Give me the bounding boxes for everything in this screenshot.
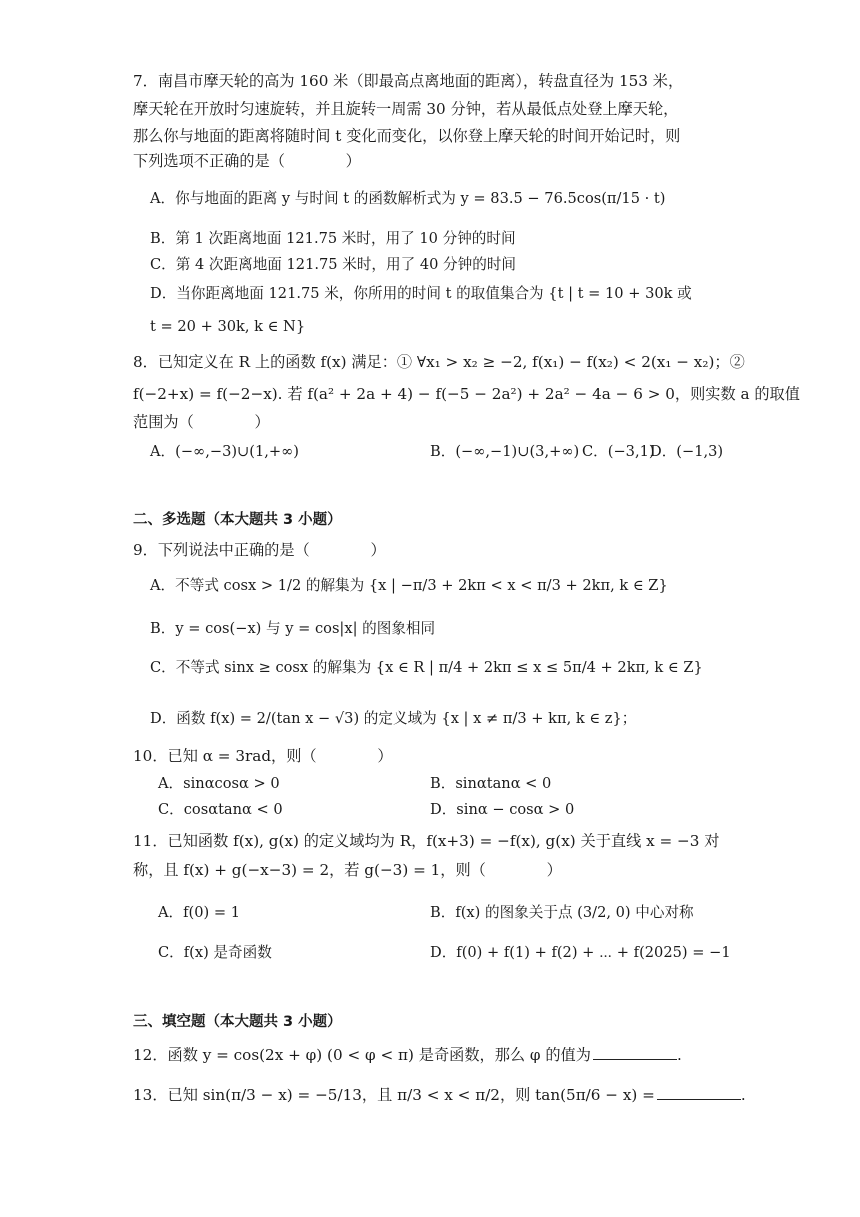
q11-option-d: D．f(0) + f(1) + f(2) + ⋯ + f(2025) = −1	[430, 944, 731, 961]
question-13	[133, 1085, 746, 1104]
q8-line1: 8．已知定义在 R 上的函数 f(x) 满足：① ∀x₁ > x₂ ≥ −2, f(x₁) − f(x₂) < 2(x₁ − x₂)；②	[133, 353, 745, 371]
q7-line2: 摩天轮在开放时匀速旋转，并且旋转一周需 30 分钟，若从最低点处登上摩天轮，	[133, 100, 679, 118]
q7-option-d-cont: t = 20 + 30k, k ∈ N}	[150, 318, 306, 335]
q11-line2: 称，且 f(x) + g(−x−3) = 2，若 g(−3) = 1，则（ ）	[133, 861, 562, 879]
q9-option-a: A．不等式 cosx > 1/2 的解集为 {x | −π/3 + 2kπ < x < π/3 + 2kπ, k ∈ Z}	[150, 577, 668, 594]
q8-option-d: D．(−1,3)	[650, 443, 724, 460]
q8-option-b: B．(−∞,−1)∪(3,+∞)	[430, 443, 580, 460]
q7-line4: 下列选项不正确的是（ ）	[133, 152, 361, 170]
q9-option-d: D．函数 f(x) = 2/(tan x − √3) 的定义域为 {x | x ≠ π/3 + kπ, k ∈ z}；	[150, 710, 637, 727]
q12-period: .	[676, 1046, 682, 1064]
q7-option-d: D．当你距离地面 121.75 米，你所用的时间 t 的取值集合为 {t | t = 10 + 30k 或	[150, 285, 692, 302]
q13-answer-blank	[657, 1085, 741, 1100]
q11-option-a: A．f(0) = 1	[158, 904, 240, 921]
q10-option-a: A．sinαcosα > 0	[158, 775, 280, 792]
q13-period: .	[740, 1086, 746, 1104]
q9-option-c: C．不等式 sinx ≥ cosx 的解集为 {x ∈ R | π/4 + 2kπ ≤ x ≤ 5π/4 + 2kπ, k ∈ Z}	[150, 659, 703, 676]
question-12	[133, 1045, 682, 1064]
q12-answer-blank	[593, 1045, 677, 1060]
q7-option-b: B．第 1 次距离地面 121.75 米时，用了 10 分钟的时间	[150, 230, 516, 247]
q7-line1: 7．南昌市摩天轮的高为 160 米（即最高点离地面的距离），转盘直径为 153 米，	[133, 72, 684, 90]
q8-line2: f(−2+x) = f(−2−x). 若 f(a² + 2a + 4) − f(−5 − 2a²) + 2a² − 4a − 6 > 0，则实数 a 的取值	[133, 385, 800, 403]
q12-text: 12．函数 y = cos(2x + φ) (0 < φ < π) 是奇函数，那么 φ 的值为	[133, 1046, 591, 1064]
q8-line3: 范围为（ ）	[133, 413, 270, 431]
q11-line1: 11．已知函数 f(x), g(x) 的定义域均为 R，f(x+3) = −f(x), g(x) 关于直线 x = −3 对	[133, 832, 720, 850]
q11-option-b: B．f(x) 的图象关于点 (3/2, 0) 中心对称	[430, 904, 694, 921]
q10-option-b: B．sinαtanα < 0	[430, 775, 552, 792]
q10-option-c: C．cosαtanα < 0	[158, 801, 283, 818]
q10-option-d: D．sinα − cosα > 0	[430, 801, 575, 818]
q10-stem: 10．已知 α = 3rad，则（ ）	[133, 747, 393, 765]
q8-option-c: C．(−3,1)	[582, 443, 655, 460]
q7-option-a: A．你与地面的距离 y 与时间 t 的函数解析式为 y = 83.5 − 76.5cos(π/15 · t)	[150, 190, 666, 207]
q9-option-b: B．y = cos(−x) 与 y = cos|x| 的图象相同	[150, 620, 436, 637]
q13-text: 13．已知 sin(π/3 − x) = −5/13，且 π/3 < x < π/2，则 tan(5π/6 − x) =	[133, 1086, 655, 1104]
section-heading-multiple-choice: 二、多选题（本大题共 3 小题）	[133, 512, 342, 528]
q8-option-a: A．(−∞,−3)∪(1,+∞)	[150, 443, 299, 460]
q11-option-c: C．f(x) 是奇函数	[158, 944, 272, 961]
q7-option-c: C．第 4 次距离地面 121.75 米时，用了 40 分钟的时间	[150, 256, 517, 273]
q9-stem: 9．下列说法中正确的是（ ）	[133, 541, 386, 559]
q7-line3: 那么你与地面的距离将随时间 t 变化而变化，以你登上摩天轮的时间开始记时，则	[133, 127, 681, 145]
section-heading-fill-in: 三、填空题（本大题共 3 小题）	[133, 1014, 342, 1030]
